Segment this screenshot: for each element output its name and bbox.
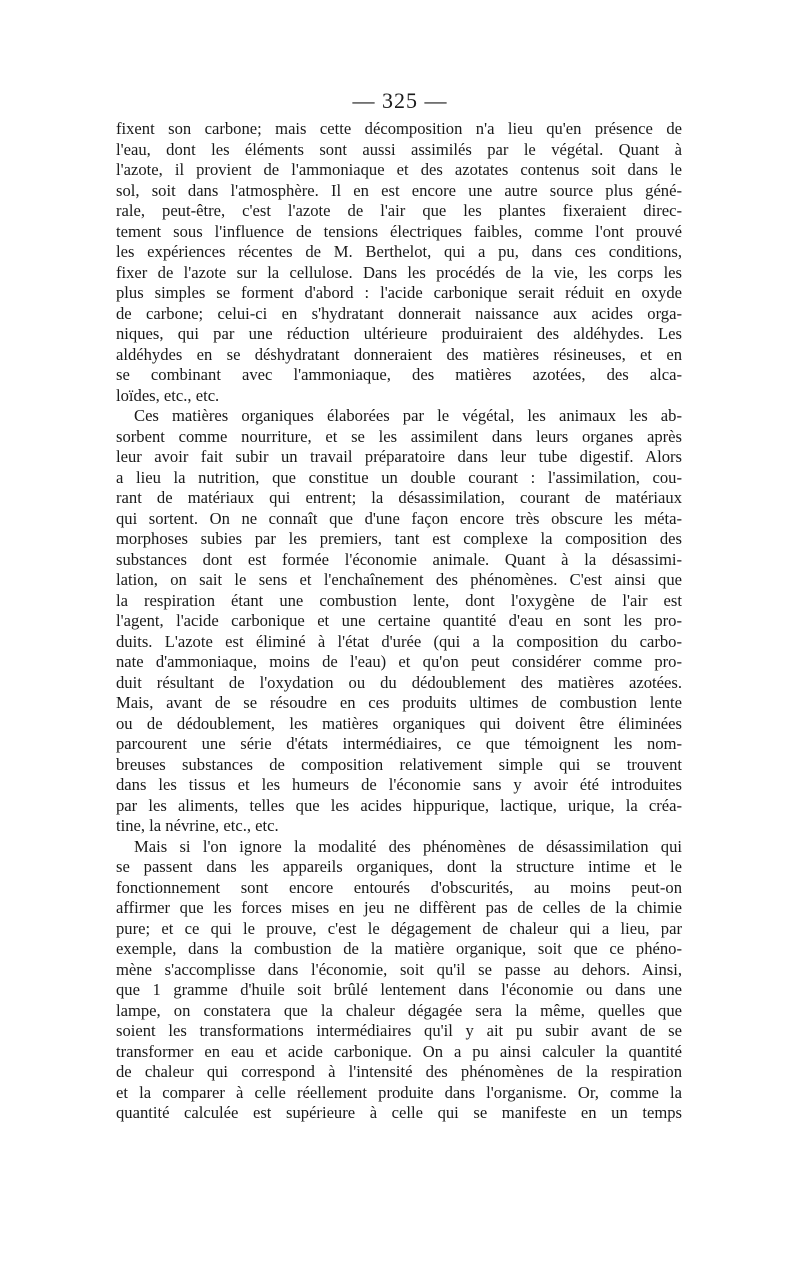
text-line: breuses substances de composition relativement simple qui se trouvent xyxy=(116,754,682,774)
text-line: se combinant avec l'ammoniaque, des matières azotées, des alca- xyxy=(116,365,682,384)
text-line: soient les transformations intermédiaires qu'il y ait pu subir avant de se xyxy=(116,1021,682,1040)
text-line: l'agent, l'acide carbonique et une certaine quantité d'eau en sont les pro- xyxy=(116,611,682,630)
text-line: fonctionnement sont encore entourés d'obscurités, au moins peut-on xyxy=(116,877,682,897)
text-line: pure; et ce qui le prouve, c'est le dégagement de chaleur qui a lieu, par xyxy=(116,918,682,938)
text-line: l'eau, dont les éléments sont aussi assimilés par le végétal. Quant à xyxy=(116,139,682,159)
text-line: lation, on sait le sens et l'enchaînement des phénomènes. C'est ainsi que xyxy=(116,570,682,589)
text-line: mène s'accomplisse dans l'économie, soit qu'il se passe au dehors. Ainsi, xyxy=(116,959,682,979)
text-line: leur avoir fait subir un travail préparatoire dans leur tube digestif. Alors xyxy=(116,447,682,466)
text-line: ou de dédoublement, les matières organiques qui doivent être éliminées xyxy=(116,713,682,733)
text-line: de carbone; celui-ci en s'hydratant donnerait naissance aux acides orga- xyxy=(116,303,682,323)
text-line: que 1 gramme d'huile soit brûlé lentement dans l'économie ou dans une xyxy=(116,980,682,999)
text-line: lampe, on constatera que la chaleur dégagée sera la même, quelles que xyxy=(116,1000,682,1020)
text-line: aldéhydes en se déshydratant donneraient des matières résineuses, et en xyxy=(116,344,682,364)
text-line: plus simples se forment d'abord : l'acide carbonique serait réduit en oxyde xyxy=(116,283,682,302)
text-line: transformer en eau et acide carbonique. On a pu ainsi calculer la quantité xyxy=(116,1041,682,1061)
body-text xyxy=(116,119,682,1124)
text-line: duits. L'azote est éliminé à l'état d'urée (qui a la composition du carbo- xyxy=(116,631,682,651)
text-line: a lieu la nutrition, que constitue un double courant : l'assimilation, cou- xyxy=(116,467,682,487)
text-line: Ces matières organiques élaborées par le végétal, les animaux les ab- xyxy=(134,406,682,425)
text-line: niques, qui par une réduction ultérieure produiraient des aldéhydes. Les xyxy=(116,324,682,343)
text-line: Mais, avant de se résoudre en ces produits ultimes de combustion lente xyxy=(116,693,682,712)
text-line: tine, la névrine, etc., etc. xyxy=(116,816,279,835)
text-line: tement sous l'influence de tensions électriques faibles, comme l'ont prouvé xyxy=(116,221,682,241)
text-line: loïdes, etc., etc. xyxy=(116,385,220,405)
paragraph xyxy=(116,119,682,406)
text-line: dans les tissus et les humeurs de l'économie sans y avoir été introduites xyxy=(116,775,682,794)
text-line: affirmer que les forces mises en jeu ne diffèrent pas de celles de la chimie xyxy=(116,898,682,917)
text-line: fixer de l'azote sur la cellulose. Dans les procédés de la vie, les corps les xyxy=(116,262,682,282)
text-line: quantité calculée est supérieure à celle qui se manifeste en un temps xyxy=(116,1103,682,1122)
paragraph xyxy=(116,406,682,837)
text-line: et la comparer à celle réellement produite dans l'organisme. Or, comme la xyxy=(116,1082,682,1102)
text-line: qui sortent. On ne connaît que d'une façon encore très obscure les méta- xyxy=(116,508,682,528)
text-line: Mais si l'on ignore la modalité des phénomènes de désassimilation qui xyxy=(134,836,682,856)
text-line: exemple, dans la combustion de la matière organique, soit que ce phéno- xyxy=(116,939,682,958)
text-line: morphoses subies par les premiers, tant est complexe la composition des xyxy=(116,529,682,548)
text-line: duit résultant de l'oxydation ou du dédoublement des matières azotées. xyxy=(116,672,682,692)
text-line: rale, peut-être, c'est l'azote de l'air que les plantes fixeraient direc- xyxy=(116,201,682,220)
text-line: sorbent comme nourriture, et se les assimilent dans leurs organes après xyxy=(116,426,682,446)
page-number: — 325 — xyxy=(352,88,448,113)
text-line: la respiration étant une combustion lente, dont l'oxygène de l'air est xyxy=(116,590,682,610)
text-line: parcourent une série d'états intermédiaires, ce que témoignent les nom- xyxy=(116,734,682,753)
paragraph xyxy=(116,837,682,1124)
text-line: par les aliments, telles que les acides hippurique, lactique, urique, la créa- xyxy=(116,795,682,815)
text-line: l'azote, il provient de l'ammoniaque et des azotates contenus soit dans le xyxy=(116,160,682,179)
text-line: sol, soit dans l'atmosphère. Il en est encore une autre source plus géné- xyxy=(116,180,682,200)
text-line: se passent dans les appareils organiques, dont la structure intime et le xyxy=(116,857,682,876)
text-line: de chaleur qui correspond à l'intensité des phénomènes de la respiration xyxy=(116,1062,682,1081)
text-line: substances dont est formée l'économie animale. Quant à la désassimi- xyxy=(116,549,682,569)
text-line: nate d'ammoniaque, moins de l'eau) et qu'on peut considérer comme pro- xyxy=(116,652,682,671)
text-line: rant de matériaux qui entrent; la désassimilation, courant de matériaux xyxy=(116,488,682,507)
text-line: les expériences récentes de M. Berthelot, qui a pu, dans ces conditions, xyxy=(116,242,682,261)
text-line: fixent son carbone; mais cette décomposition n'a lieu qu'en présence de xyxy=(116,119,682,138)
